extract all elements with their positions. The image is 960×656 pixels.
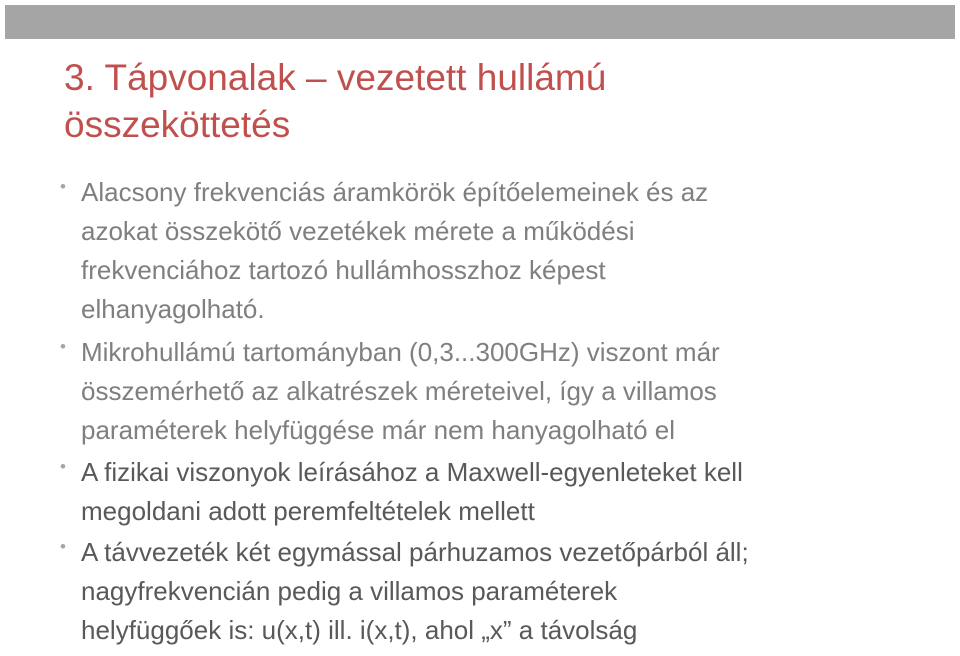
top-banner xyxy=(5,5,955,39)
slide-title-line: 3. Tápvonalak – vezetett hullámú xyxy=(64,57,607,98)
bullet-text xyxy=(81,533,941,650)
bullet-icon: • xyxy=(60,337,66,356)
bullet-line: frekvenciához tartozó hullámhosszhoz képest xyxy=(81,255,606,285)
bullet-icon: • xyxy=(60,457,66,476)
bullet-line: A fizikai viszonyok leírásához a Maxwell-egyenleteket kell xyxy=(81,457,743,487)
bullet-line: A távvezeték két egymással párhuzamos vezetőpárból áll; xyxy=(81,537,749,567)
bullet-text xyxy=(81,453,941,531)
bullet-text xyxy=(81,173,941,329)
bullet-line: Mikrohullámú tartományban (0,3...300GHz) viszont már xyxy=(81,337,720,367)
bullet-line: paraméterek helyfüggése már nem hanyagolható el xyxy=(81,415,676,445)
bullet-icon: • xyxy=(60,177,66,196)
bullet-line: helyfüggőek is: u(x,t) ill. i(x,t), ahol „x” a távolság xyxy=(81,615,638,645)
bullet-icon: • xyxy=(60,537,66,556)
bullet-line: elhanyagolható. xyxy=(81,294,265,324)
bullet-line: Alacsony frekvenciás áramkörök építőelemeinek és az xyxy=(81,177,709,207)
bullet-line: nagyfrekvencián pedig a villamos paraméterek xyxy=(81,576,618,606)
slide-title-line: összeköttetés xyxy=(64,104,291,145)
bullet-text xyxy=(81,333,941,450)
bullet-line: összemérhető az alkatrészek méreteivel, így a villamos xyxy=(81,376,717,406)
bullet-line: azokat összekötő vezetékek mérete a működési xyxy=(81,216,635,246)
bullet-line: megoldani adott peremfeltételek mellett xyxy=(81,496,535,526)
slide-title xyxy=(64,54,924,148)
